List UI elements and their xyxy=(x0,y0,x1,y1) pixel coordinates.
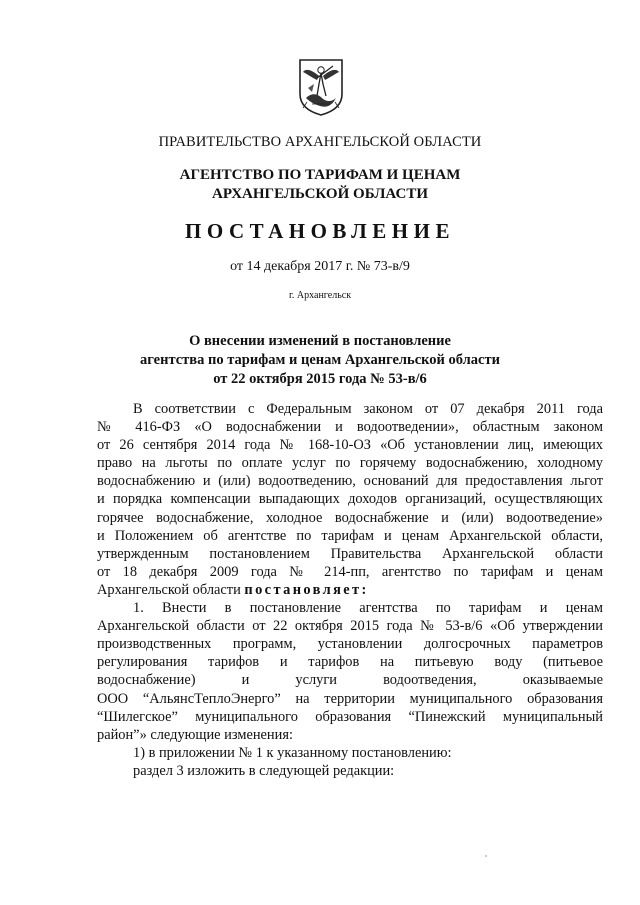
body-line: утвержденным постановлением Правительства Архангельской области xyxy=(97,545,603,562)
body-line: производственных программ, установлении долгосрочных параметров xyxy=(97,636,603,653)
body-line: раздел 3 изложить в следующей редакции: xyxy=(133,762,395,779)
body-word: водоотведения, xyxy=(383,672,477,689)
body-line-prefix: Архангельской области xyxy=(97,581,245,598)
body-line: “Шилегское” муниципального образования “Пинежский муниципальный xyxy=(97,708,603,725)
body-line: от 26 сентября 2014 года № 168-10-ОЗ «Об установлении лиц, имеющих xyxy=(97,437,603,454)
body-line xyxy=(97,671,603,689)
body-line: Архангельской области от 22 октября 2015 года № 53-в/6 «Об утверждении xyxy=(97,618,603,635)
body-line: право на льготы по оплате услуг по горячему водоснабжению, холодному xyxy=(97,455,603,472)
document-title xyxy=(0,332,640,389)
body-line: и порядка компенсации выпадающих доходов организаций, осуществляющих xyxy=(97,491,603,508)
government-name: ПРАВИТЕЛЬСТВО АРХАНГЕЛЬСКОЙ ОБЛАСТИ xyxy=(158,134,482,150)
body-word: услуги xyxy=(295,672,337,689)
agency-name xyxy=(0,166,640,204)
coat-of-arms-icon xyxy=(298,58,344,116)
body-line: и Положением об агентстве по тарифам и ценам Архангельской области, xyxy=(97,527,603,544)
agency-name-line-1: АГЕНТСТВО ПО ТАРИФАМ И ЦЕНАМ xyxy=(179,167,461,183)
document-body xyxy=(97,400,603,780)
agency-name-line-2: АРХАНГЕЛЬСКОЙ ОБЛАСТИ xyxy=(212,186,428,202)
body-line: регулирования тарифов и тарифов на питьевую воду (питьевое xyxy=(97,654,603,671)
document-date-number: от 14 декабря 2017 г. № 73-в/9 xyxy=(230,259,410,274)
document-type: ПОСТАНОВЛЕНИЕ xyxy=(185,219,455,243)
document-title-line-1: О внесении изменений в постановление xyxy=(189,333,451,349)
body-word: оказываемые xyxy=(522,672,603,689)
body-line: водоснабжению и (или) водоотведению, оснований для предоставления льгот xyxy=(97,473,603,490)
body-line: от 18 декабря 2009 года № 214-пп, агентство по тарифам и ценам xyxy=(97,563,603,580)
scan-speck xyxy=(485,855,487,857)
resolves-word: постановляет: xyxy=(244,581,369,598)
document-title-line-3: от 22 октября 2015 года № 53-в/6 xyxy=(213,371,427,387)
body-line: 1. Внести в постановление агентства по тарифам и ценам xyxy=(133,600,603,617)
body-word: водоснабжение) xyxy=(97,672,196,689)
body-line: В соответствии с Федеральным законом от 07 декабря 2011 года xyxy=(133,401,603,417)
body-word: и xyxy=(241,672,250,689)
body-line: горячее водоснабжение, холодное водоснабжение и (или) водоотведение» xyxy=(97,509,603,526)
body-line: район”» следующие изменения: xyxy=(97,726,293,743)
body-line: № 416-ФЗ «О водоснабжении и водоотведении», областным законом xyxy=(97,419,603,436)
body-line: ООО “АльянсТеплоЭнерго” на территории муниципального образования xyxy=(97,690,603,707)
document-title-line-2: агентства по тарифам и ценам Архангельской области xyxy=(140,352,500,368)
body-line: 1) в приложении № 1 к указанному постановлению: xyxy=(133,744,452,761)
body-line-resolution xyxy=(97,581,603,599)
document-city: г. Архангельск xyxy=(288,290,352,301)
